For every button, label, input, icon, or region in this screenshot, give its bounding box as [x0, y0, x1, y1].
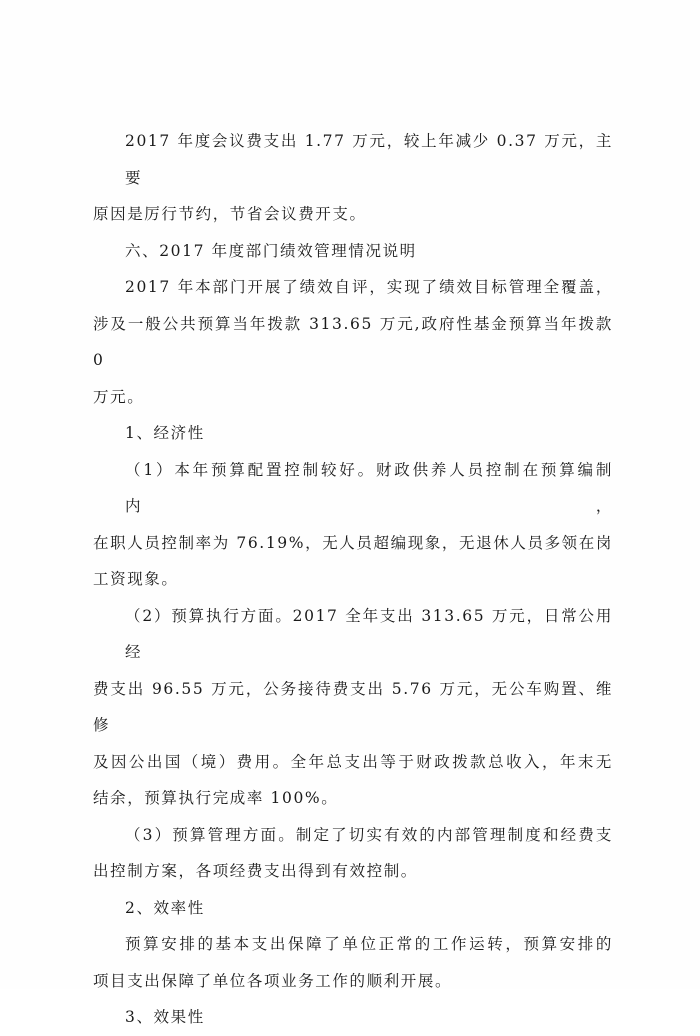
paragraph-efficiency: [93, 926, 613, 999]
text-line: 原因是厉行节约，节省会议费开支。: [93, 205, 367, 223]
paragraph-budget-allocation: [93, 452, 613, 598]
paragraph-budget-execution: [93, 598, 613, 817]
text-line: 2017 年本部门开展了绩效自评，实现了绩效目标管理全覆盖，: [125, 278, 613, 296]
text-line: 出控制方案，各项经费支出得到有效控制。: [93, 862, 418, 880]
text-line: 万元。: [93, 387, 145, 406]
subheading: 1、经济性: [125, 424, 205, 442]
subheading-economy: [93, 415, 613, 452]
text-line: 费支出 96.55 万元，公务接待费支出 5.76 万元，无公车购置、维修: [93, 679, 613, 734]
section-heading-performance: [93, 233, 613, 270]
subheading-efficiency: [93, 890, 613, 927]
text-line: （1）本年预算配置控制较好。财政供养人员控制在预算编制内，: [125, 460, 613, 515]
text-line: 涉及一般公共预算当年拨款 313.65 万元,政府性基金预算当年拨款 0: [93, 314, 613, 369]
text-line: 及因公出国（境）费用。全年总支出等于财政拨款总收入，年末无: [93, 752, 613, 771]
subheading: 3、效果性: [125, 1008, 205, 1026]
text-line: 2017 年度会议费支出 1.77 万元，较上年减少 0.37 万元，主要: [125, 132, 613, 187]
text-line: （3）预算管理方面。制定了切实有效的内部管理制度和经费支: [125, 825, 613, 844]
text-line: 预算安排的基本支出保障了单位正常的工作运转，预算安排的: [125, 935, 613, 953]
text-line: 在职人员控制率为 76.19%，无人员超编现象，无退休人员多领在岗: [93, 533, 613, 552]
text-line: （2）预算执行方面。2017 全年支出 313.65 万元，日常公用经: [125, 606, 613, 661]
document-body: [93, 123, 613, 1036]
section-heading: 六、2017 年度部门绩效管理情况说明: [125, 241, 417, 260]
text-line: 工资现象。: [93, 570, 179, 588]
paragraph-meeting-expense: [93, 123, 613, 233]
text-line: 项目支出保障了单位各项业务工作的顺利开展。: [93, 971, 453, 990]
paragraph-self-evaluation: [93, 269, 613, 415]
paragraph-budget-management: [93, 817, 613, 890]
subheading: 2、效率性: [125, 898, 205, 917]
text-line: 结余，预算执行完成率 100%。: [93, 789, 339, 807]
subheading-effectiveness: [93, 999, 613, 1036]
